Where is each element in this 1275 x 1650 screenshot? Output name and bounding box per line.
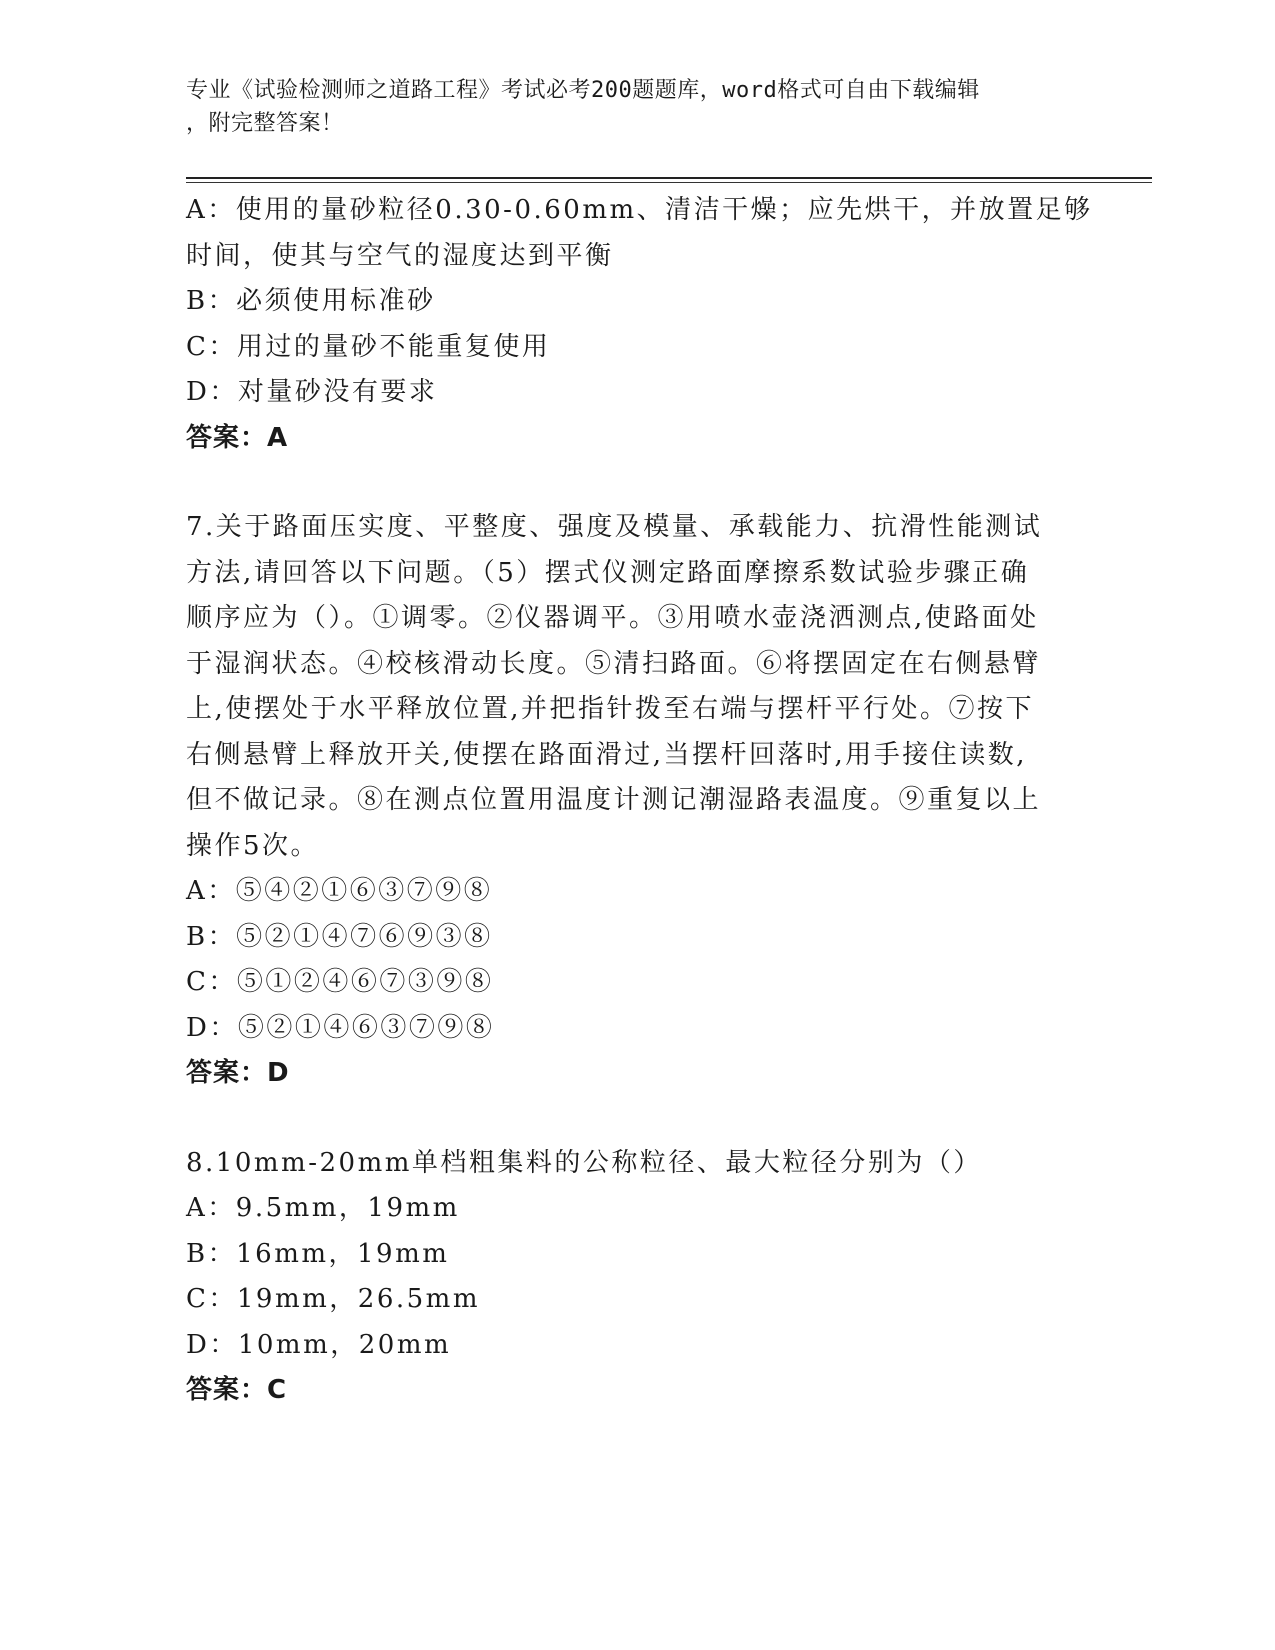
q6-option-b: B：必须使用标准砂 bbox=[186, 286, 436, 316]
q8-option-c: C：19mm，26.5mm bbox=[186, 1284, 480, 1314]
q8-stem: 8.10mm-20mm单档粗集料的公称粒径、最大粒径分别为（） bbox=[186, 1147, 982, 1178]
q7-option-b: B：⑤②①④⑦⑥⑨③⑧ bbox=[186, 921, 493, 952]
question-8-block bbox=[186, 1141, 1076, 1414]
q8-answer: 答案：C bbox=[186, 1375, 288, 1405]
q7-stem-line-4: 于湿润状态。④校核滑动长度。⑤清扫路面。⑥将摆固定在右侧悬臂 bbox=[186, 648, 1042, 679]
q7-stem-line-2: 方法,请回答以下问题。（5）摆式仪测定路面摩擦系数试验步骤正确 bbox=[186, 557, 1030, 588]
header-title-line-1: 专业《试验检测师之道路工程》考试必考200题题库，word格式可自由下载编辑 bbox=[186, 78, 980, 103]
q7-stem-line-6: 右侧悬臂上释放开关,使摆在路面滑过,当摆杆回落时,用手接住读数, bbox=[186, 739, 1028, 770]
header-divider-thick bbox=[186, 177, 1152, 179]
q7-option-d: D：⑤②①④⑥③⑦⑨⑧ bbox=[186, 1012, 495, 1043]
header-divider-thin bbox=[186, 182, 1152, 183]
q7-stem-line-5: 上,使摆处于水平释放位置,并把指针拨至右端与摆杆平行处。⑦按下 bbox=[186, 694, 1035, 724]
q8-option-a: A：9.5mm，19mm bbox=[186, 1193, 460, 1223]
q8-option-d: D：10mm，20mm bbox=[186, 1329, 452, 1360]
q6-option-c: C：用过的量砂不能重复使用 bbox=[186, 331, 551, 362]
q6-option-d: D：对量砂没有要求 bbox=[186, 377, 438, 407]
question-content bbox=[186, 188, 1093, 1414]
question-6-block bbox=[186, 188, 1093, 461]
spacer bbox=[186, 461, 1076, 505]
q7-option-a: A：⑤④②①⑥③⑦⑨⑧ bbox=[186, 876, 493, 906]
q7-answer: 答案：D bbox=[186, 1058, 290, 1088]
q7-stem-line-3: 顺序应为（）。①调零。②仪器调平。③用喷水壶浇洒测点,使路面处 bbox=[186, 603, 1039, 633]
question-7-block bbox=[186, 505, 1076, 1097]
document-header bbox=[186, 74, 1086, 140]
q6-answer: 答案：A bbox=[186, 422, 289, 453]
q7-stem-line-8: 操作5次。 bbox=[186, 830, 320, 861]
q7-stem-line-1: 7.关于路面压实度、平整度、强度及模量、承载能力、抗滑性能测试 bbox=[186, 512, 1043, 542]
header-title-line-2: ，附完整答案！ bbox=[186, 111, 344, 136]
q6-option-a-line-2: 时间，使其与空气的湿度达到平衡 bbox=[186, 240, 614, 271]
spacer bbox=[186, 1097, 1076, 1141]
q8-option-b: B：16mm，19mm bbox=[186, 1238, 450, 1269]
q6-option-a-line-1: A：使用的量砂粒径0.30-0.60mm、清洁干燥；应先烘干，并放置足够 bbox=[186, 195, 1093, 225]
q7-stem-line-7: 但不做记录。⑧在测点位置用温度计测记潮湿路表温度。⑨重复以上 bbox=[186, 785, 1042, 815]
q7-option-c: C：⑤①②④⑥⑦③⑨⑧ bbox=[186, 967, 494, 997]
